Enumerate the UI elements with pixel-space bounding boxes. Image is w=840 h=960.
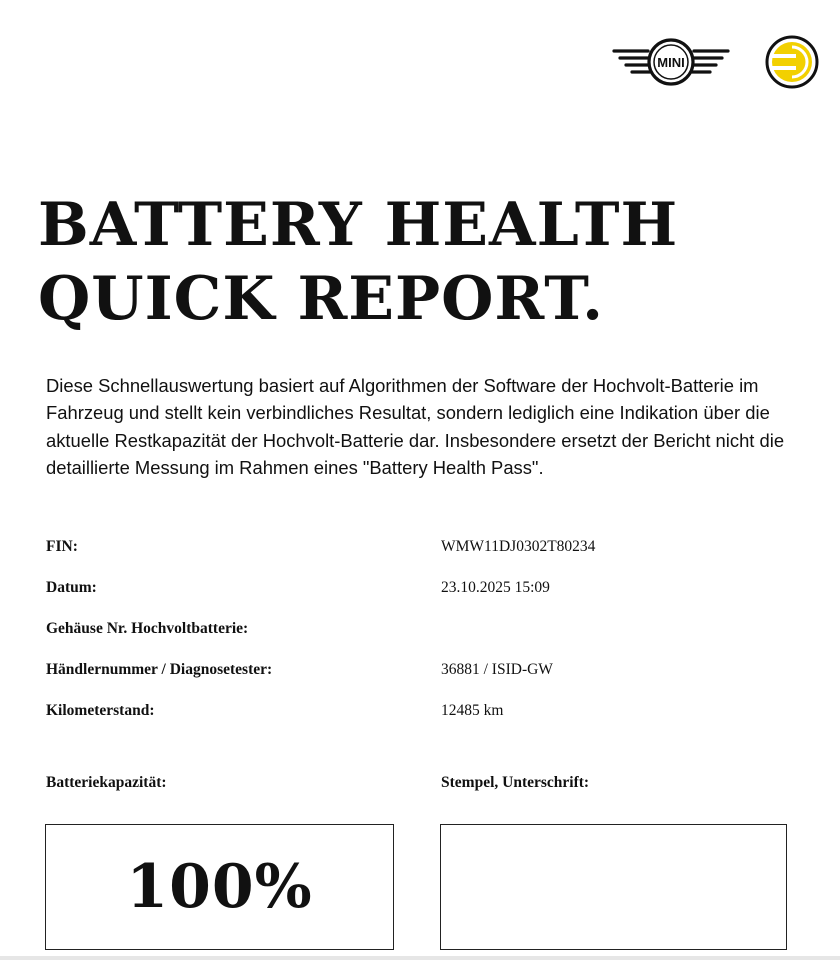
stamp-label: Stempel, Unterschrift: xyxy=(441,774,590,791)
intro-text: Diese Schnellauswertung basiert auf Algorithmen der Software der Hochvolt-Batterie im Fahrzeug und stellt kein verbindliches Resultat, sondern lediglich eine Indikation über die aktuelle Restkapazität der Hochvolt-Batterie dar. Insbesondere ersetzt der Bericht nicht die detaillierte Messung im Rahmen eines "Battery Health Pass". xyxy=(46,375,785,479)
logo-area xyxy=(612,34,820,90)
field-label: Händlernummer / Diagnosetester: xyxy=(46,661,273,678)
field-label: Gehäuse Nr. Hochvoltbatterie: xyxy=(46,620,249,637)
vehicle-fields xyxy=(46,538,806,743)
field-value: 36881 / ISID-GW xyxy=(441,661,553,678)
field-value: 12485 km xyxy=(441,702,504,719)
field-value: 23.10.2025 15:09 xyxy=(441,579,550,596)
field-value: WMW11DJ0302T80234 xyxy=(441,538,596,555)
title-line-1: BATTERY HEALTH xyxy=(38,190,679,260)
capacity-label: Batteriekapazität: xyxy=(46,774,167,791)
capacity-box xyxy=(45,824,394,950)
capacity-value: 100% xyxy=(126,852,313,922)
mini-logo xyxy=(612,37,730,87)
field-row-dealer xyxy=(46,661,806,702)
field-label: Datum: xyxy=(46,579,97,596)
field-label: FIN: xyxy=(46,538,78,555)
electric-plug-icon xyxy=(764,34,820,90)
report-title xyxy=(38,188,678,336)
page-bottom-edge xyxy=(0,956,840,960)
field-row-fin xyxy=(46,538,806,579)
mini-logo-text: MINI xyxy=(657,55,685,70)
title-line-2: QUICK REPORT. xyxy=(38,264,605,334)
field-label: Kilometerstand: xyxy=(46,702,155,719)
field-row-mileage xyxy=(46,702,806,743)
field-row-date xyxy=(46,579,806,620)
stamp-box xyxy=(440,824,787,950)
field-row-battery-housing xyxy=(46,620,806,661)
